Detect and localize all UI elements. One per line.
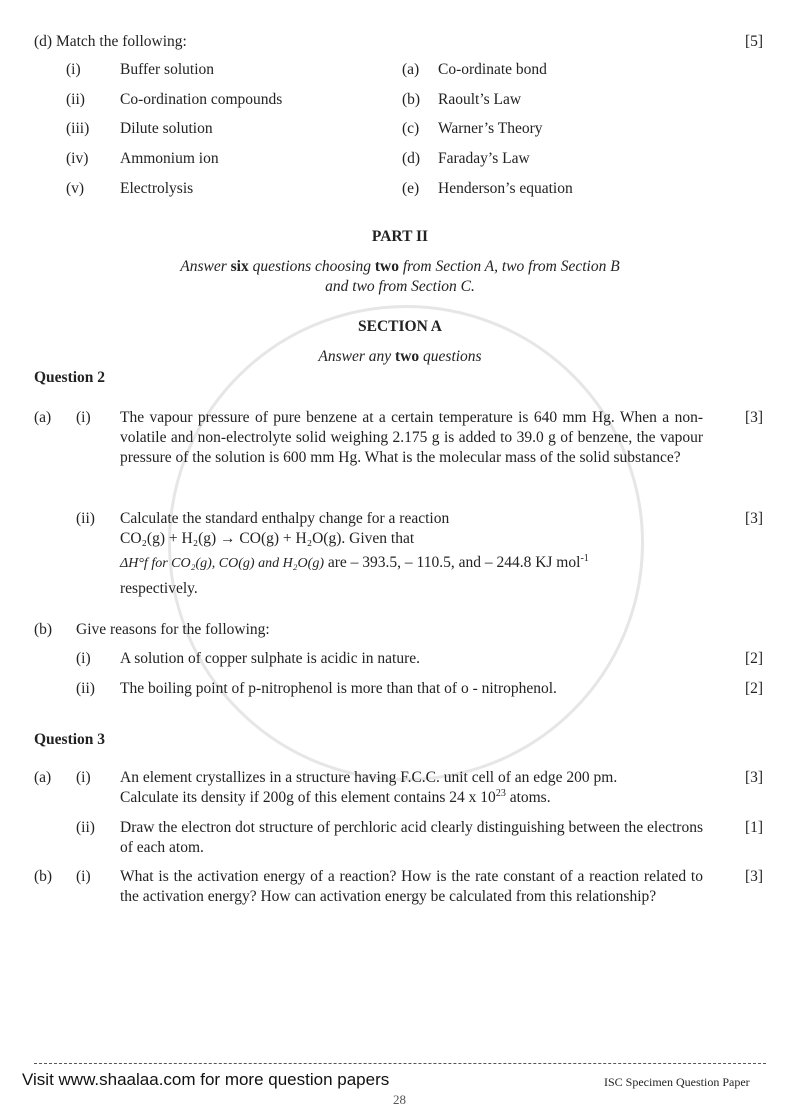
q3-a-i-line1: An element crystallizes in a structure having F.C.C. unit cell of an edge 200 pm.: [120, 769, 618, 786]
q2-a-ii-marks: [3]: [745, 510, 764, 527]
match-row-number: (iii): [66, 120, 90, 137]
t: Answer any: [318, 348, 396, 365]
match-row-number: (iv): [66, 150, 89, 167]
t: -1: [580, 552, 589, 564]
q2-a-ii-equation: CO₂(g) + H₂(g) → CO(g) + H₂O(g). Given that: [120, 530, 415, 547]
q3-a-ii-label: (ii): [76, 819, 95, 836]
match-row-letter: (b): [402, 91, 421, 108]
q2-a-i-text: The vapour pressure of pure benzene at a certain temperature is 640 mm Hg. When a non-volatile and non-electrolyte solid weighing 2.175 g is added to 39.0 g of benzene, the vapour pressure of the solution is 600 mm Hg. What is the molecular mass of the solid substance?: [120, 409, 703, 466]
t: are – 393.5, – 110.5, and – 244.8 KJ mol: [323, 554, 581, 571]
q2-a-ii-line4: respectively.: [120, 580, 198, 597]
q2-a-ii-line3: [120, 553, 589, 574]
q2-a-ii-label: (ii): [76, 510, 95, 527]
t: six: [230, 258, 249, 275]
match-right-item: Henderson’s equation: [438, 180, 573, 197]
part-instructions-line1: [0, 257, 800, 277]
q3-b-i-marks: [3]: [745, 868, 764, 885]
t: questions choosing: [248, 258, 375, 275]
match-heading: (d) Match the following:: [34, 33, 187, 50]
t: Calculate its density if 200g of this element contains 24 x 10: [120, 789, 496, 806]
match-left-item: Co-ordination compounds: [120, 91, 283, 108]
q3-a-i-label: (i): [76, 769, 91, 786]
q2-a-label: (a): [34, 409, 52, 426]
match-right-item: Faraday’s Law: [438, 150, 530, 167]
match-right-item: Co-ordinate bond: [438, 61, 547, 78]
t: Answer: [180, 258, 231, 275]
q3-b-label: (b): [34, 868, 53, 885]
footer-divider: [34, 1063, 766, 1064]
match-left-item: Electrolysis: [120, 180, 194, 197]
part-instructions-line2: and two from Section C.: [325, 278, 475, 295]
q2-b-i-text: A solution of copper sulphate is acidic in nature.: [120, 650, 421, 667]
section-instructions: [0, 347, 800, 367]
footer-paper-title: ISC Specimen Question Paper: [604, 1075, 750, 1089]
q2-b-ii-label: (ii): [76, 680, 95, 697]
q2-b-i-marks: [2]: [745, 650, 764, 667]
match-row-number: (i): [66, 61, 81, 78]
t: from Section A, two from Section B: [399, 258, 620, 275]
q3-a-label: (a): [34, 769, 52, 786]
q3-b-i-text: What is the activation energy of a reaction? How is the rate constant of a reaction related to the activation energy? How can activation energy be calculated from this relationship?: [120, 868, 703, 905]
q2-a-i-label: (i): [76, 409, 91, 426]
match-row-letter: (c): [402, 120, 420, 137]
question-3-title: Question 3: [34, 731, 106, 748]
q3-a-i-line2: [120, 788, 551, 808]
q2-b-ii-text: The boiling point of p-nitrophenol is more than that of o - nitrophenol.: [120, 680, 557, 697]
match-row-number: (v): [66, 180, 85, 197]
page-number: 28: [393, 1092, 406, 1107]
match-left-item: Dilute solution: [120, 120, 213, 137]
q2-b-ii-marks: [2]: [745, 680, 764, 697]
t: 23: [495, 787, 506, 799]
q2-a-ii-line1: Calculate the standard enthalpy change for a reaction: [120, 510, 450, 527]
match-right-item: Raoult’s Law: [438, 91, 522, 108]
q2-b-text: Give reasons for the following:: [76, 621, 270, 638]
match-right-item: Warner’s Theory: [438, 120, 543, 137]
match-row-letter: (e): [402, 180, 420, 197]
match-row-letter: (a): [402, 61, 420, 78]
q3-a-ii-text: Draw the electron dot structure of perchloric acid clearly distinguishing between the electrons of each atom.: [120, 819, 703, 856]
match-row-number: (ii): [66, 91, 85, 108]
section-title: SECTION A: [358, 318, 442, 335]
t: atoms.: [505, 789, 551, 806]
footer-visit-link[interactable]: Visit www.shaalaa.com for more question papers: [22, 1070, 390, 1089]
q3-b-i-label: (i): [76, 868, 91, 885]
match-row-letter: (d): [402, 150, 421, 167]
match-left-item: Ammonium ion: [120, 150, 219, 167]
q2-b-i-label: (i): [76, 650, 91, 667]
part-title: PART II: [371, 228, 429, 245]
q2-a-i-marks: [3]: [745, 409, 764, 426]
match-marks: [5]: [745, 33, 764, 50]
t: questions: [419, 348, 482, 365]
t: two: [374, 258, 399, 275]
match-left-item: Buffer solution: [120, 61, 214, 78]
t: two: [395, 348, 420, 365]
question-2-title: Question 2: [34, 369, 106, 386]
q3-a-ii-marks: [1]: [745, 819, 764, 836]
enthalpy-expression: ΔH°f for CO₂(g), CO(g) and H₂O(g): [120, 556, 324, 571]
q3-a-i-marks: [3]: [745, 769, 764, 786]
q2-b-label: (b): [34, 621, 53, 638]
